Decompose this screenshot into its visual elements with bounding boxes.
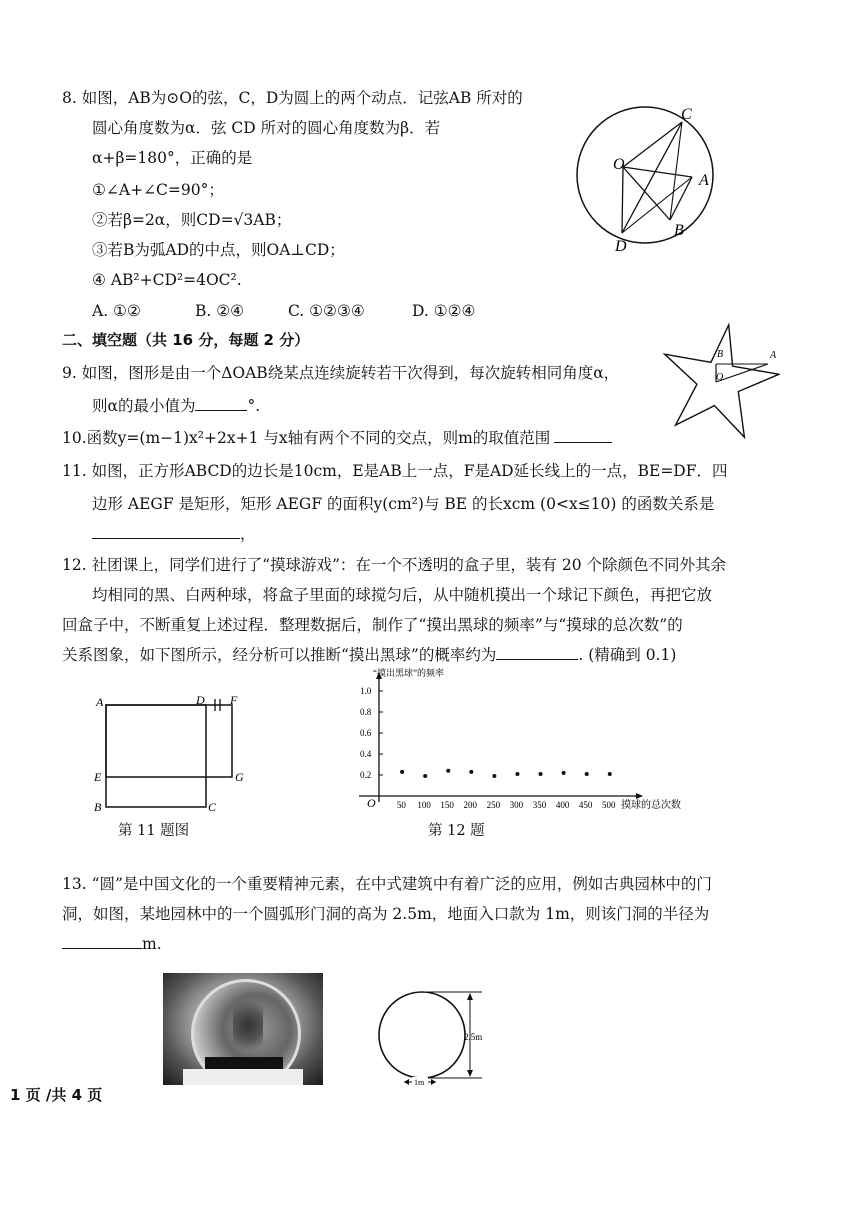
q9-line2: 则α的最小值为 °. — [92, 397, 261, 415]
q13-line2: 洞，如图，某地园林中的一个圆弧形门洞的高为 2.5m，地面入口款为 1m，则该门洞的半径为 — [62, 905, 710, 923]
fig11-label-c: C — [208, 800, 217, 814]
q9-line1: 9. 如图，图形是由一个ΔOAB绕某点连续旋转若干次得到，每次旋转相同角度α， — [62, 364, 620, 382]
data-point — [515, 772, 519, 776]
moon-gate-photo — [163, 973, 323, 1085]
q12-answer-blank[interactable] — [496, 645, 578, 660]
origin-label: O — [367, 796, 376, 810]
q10-answer-blank[interactable] — [554, 428, 612, 443]
data-point — [446, 769, 450, 773]
x-axis-title: 摸球的总次数 — [621, 800, 681, 811]
q9-star-figure — [660, 320, 780, 440]
star-point-b-label: B — [717, 349, 724, 360]
q12-line1: 12. 社团课上，同学们进行了“摸球游戏”：在一个不透明的盒子里，装有 20 个除颜色不同外其余 — [62, 556, 727, 574]
q11-line3: ， — [92, 524, 256, 544]
x-tick-label: 300 — [509, 800, 524, 810]
q13-line1: 13. “圆”是中国文化的一个重要精神元素，在中式建筑中有着广泛的应用，例如古典园林中的门 — [62, 875, 712, 893]
star-point-a-label: A — [770, 350, 777, 361]
data-point — [400, 770, 404, 774]
x-tick-label: 500 — [601, 800, 616, 810]
fig11-label-b: B — [94, 800, 102, 814]
x-tick-label: 250 — [486, 800, 501, 810]
x-tick-label: 150 — [440, 800, 454, 810]
q8-statement-3: ③若B为弧AD的中点，则OA⊥CD； — [92, 241, 345, 259]
point-d-label: D — [615, 238, 627, 255]
q10-line1: 10.函数y=(m−1)x²+2x+1 与x轴有两个不同的交点，则m的取值范围 — [62, 428, 612, 448]
q13-line3: m. — [62, 934, 162, 954]
x-tick-label: 100 — [417, 800, 431, 810]
fig11-label-f: F — [230, 693, 238, 707]
point-o-label: O — [613, 156, 625, 173]
q8-line2: 圆心角度数为α．弦 CD 所对的圆心角度数为β．若 — [92, 119, 441, 137]
q8-option-d[interactable]: D. ①②④ — [412, 302, 476, 320]
q13-height-label: 2.5m — [464, 1032, 483, 1042]
q8-statement-2: ②若β=2α，则CD=√3AB； — [92, 211, 292, 229]
q8-option-c[interactable]: C. ①②③④ — [288, 302, 365, 320]
data-point — [608, 772, 612, 776]
q11-caption: 第 11 题图 — [118, 823, 190, 839]
y-axis-title: “摸出黑球”的频率 — [373, 668, 444, 678]
data-point — [585, 772, 589, 776]
point-b-label: B — [674, 222, 684, 239]
y-tick-label: 1.0 — [360, 686, 372, 696]
x-tick-label: 50 — [396, 800, 406, 810]
q8-circle-figure — [560, 105, 740, 255]
q11-rectangle-figure — [88, 690, 258, 820]
fig11-label-g: G — [235, 770, 244, 784]
data-point — [492, 774, 496, 778]
q11-line2: 边形 AEGF 是矩形，矩形 AEGF 的面积y(cm²)与 BE 的长xcm (0<x≤10) 的函数关系是 — [92, 495, 715, 513]
q8-option-b[interactable]: B. ②④ — [195, 302, 245, 320]
section-heading: 二、填空题（共 16 分，每题 2 分） — [62, 331, 310, 349]
q12-caption: 第 12 题 — [428, 823, 485, 839]
x-tick-label: 350 — [532, 800, 547, 810]
point-a-label: A — [699, 172, 709, 189]
q13-answer-blank[interactable] — [62, 934, 142, 949]
q12-line3: 回盒子中，不断重复上述过程．整理数据后，制作了“摸出黑球的频率”与“摸球的总次数”的 — [62, 616, 683, 634]
q9-answer-blank[interactable] — [195, 396, 247, 411]
data-point — [423, 774, 427, 778]
data-point — [539, 772, 543, 776]
q12-line4: 关系图象，如下图所示，经分析可以推断“摸出黑球”的概率约为 . (精确到 0.1) — [62, 646, 677, 664]
q12-line2: 均相同的黑、白两种球，将盒子里面的球搅匀后，从中随机摸出一个球记下颜色，再把它放 — [92, 586, 713, 604]
q8-line3: α+β=180°，正确的是 — [92, 149, 253, 167]
point-c-label: C — [681, 106, 692, 123]
y-tick-label: 0.8 — [360, 707, 372, 717]
q8-statement-1: ①∠A+∠C=90°； — [92, 181, 224, 199]
star-point-o-label: O — [716, 372, 724, 383]
q11-line1: 11. 如图，正方形ABCD的边长是10cm，E是AB上一点，F是AD延长线上的一点，BE=DF．四 — [62, 462, 728, 480]
page-footer: 1 页 /共 4 页 — [10, 1086, 103, 1104]
q13-width-label: 1m — [414, 1078, 425, 1087]
x-tick-label: 450 — [578, 800, 593, 810]
q8-line1: 8. 如图，AB为⊙O的弦，C，D为圆上的两个动点．记弦AB 所对的 — [62, 89, 523, 107]
y-tick-label: 0.6 — [360, 728, 372, 738]
fig11-label-d: D — [196, 693, 205, 707]
y-tick-label: 0.4 — [360, 749, 372, 759]
fig11-label-e: E — [94, 770, 102, 784]
q11-answer-blank[interactable] — [92, 524, 240, 539]
data-point — [469, 770, 473, 774]
x-axis-arrow — [636, 793, 643, 799]
q8-statement-4: ④ AB²+CD²=4OC². — [92, 271, 242, 289]
x-tick-label: 400 — [555, 800, 570, 810]
fig11-label-a: A — [96, 695, 104, 709]
q13-circle-diagram — [378, 990, 498, 1090]
y-tick-label: 0.2 — [360, 770, 372, 780]
q12-scatter-chart — [345, 668, 685, 813]
q8-option-a[interactable]: A. ①② — [92, 302, 141, 320]
data-point — [562, 771, 566, 775]
x-tick-label: 200 — [463, 800, 478, 810]
